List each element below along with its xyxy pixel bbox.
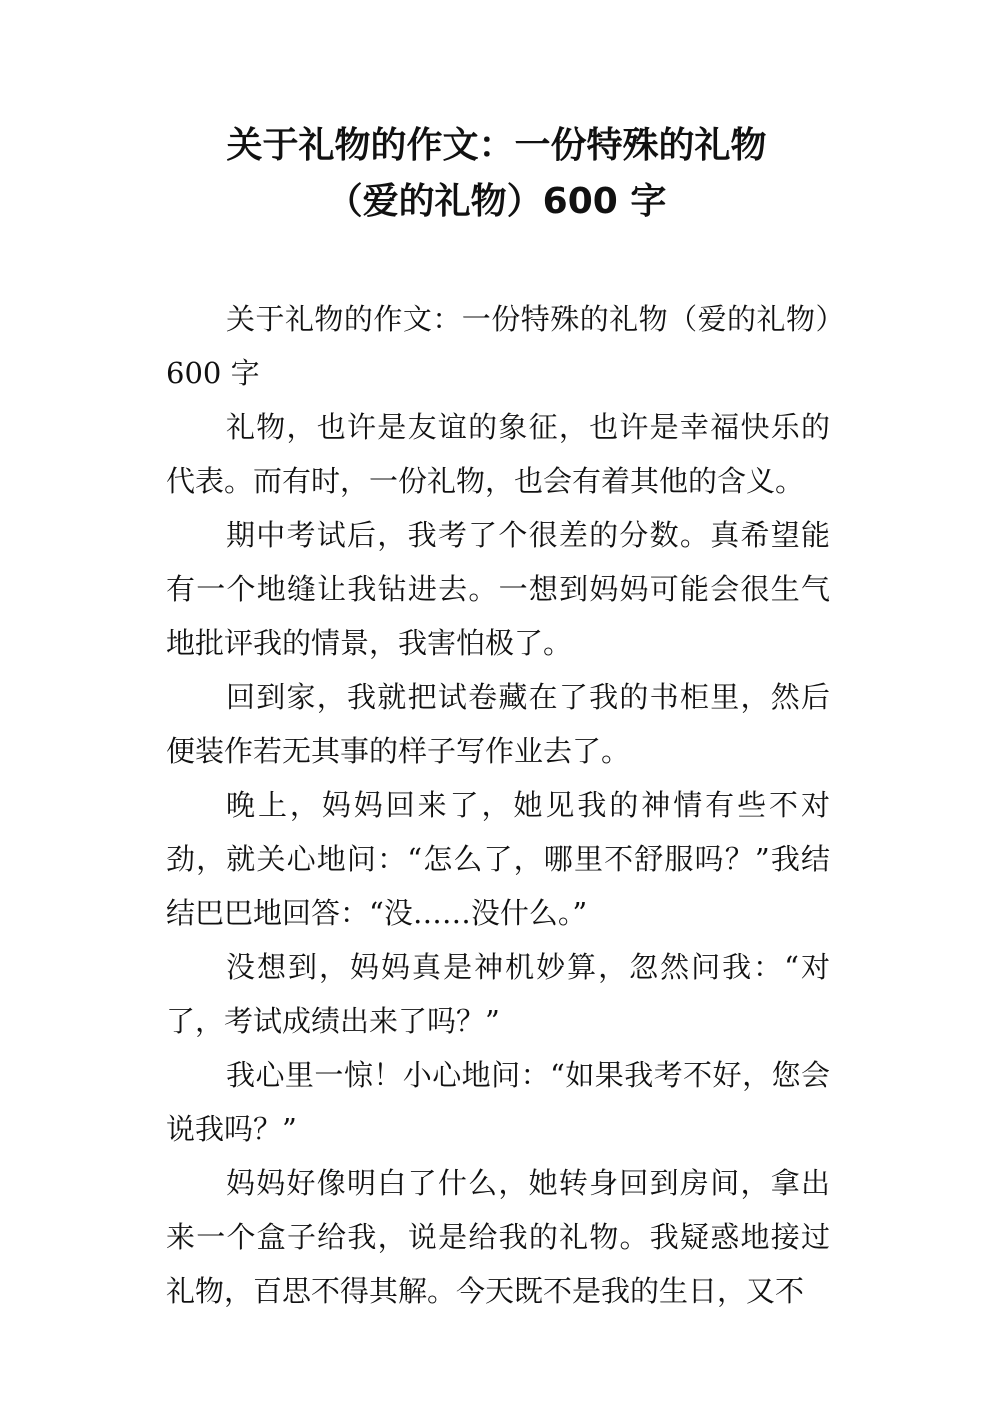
paragraph: 我心里一惊！小心地问：“如果我考不好，您会说我吗？” [166,1058,830,1146]
title-line-1: 关于礼物的作文：一份特殊的礼物 [226,125,767,166]
paragraph: 没想到，妈妈真是神机妙算，忽然问我：“对了，考试成绩出来了吗？” [166,950,830,1038]
document-body [166,292,830,1318]
document-title [140,118,853,230]
paragraph: 晚上，妈妈回来了，她见我的神情有些不对劲，就关心地问：“怎么了，哪里不舒服吗？”我结结巴巴地回答：“没……没什么。” [166,788,830,930]
title-line-2: （爱的礼物）600 字 [326,181,667,222]
paragraph: 妈妈好像明白了什么，她转身回到房间，拿出来一个盒子给我，说是给我的礼物。我疑惑地接过礼物，百思不得其解。今天既不是我的生日，又不 [166,1166,830,1308]
paragraph: 礼物，也许是友谊的象征，也许是幸福快乐的代表。而有时，一份礼物，也会有着其他的含义。 [166,410,830,498]
paragraph: 回到家，我就把试卷藏在了我的书柜里，然后便装作若无其事的样子写作业去了。 [166,680,830,768]
paragraph: 关于礼物的作文：一份特殊的礼物（爱的礼物）600 字 [166,302,830,390]
paragraph: 期中考试后，我考了个很差的分数。真希望能有一个地缝让我钻进去。一想到妈妈可能会很生气地批评我的情景，我害怕极了。 [166,518,830,660]
